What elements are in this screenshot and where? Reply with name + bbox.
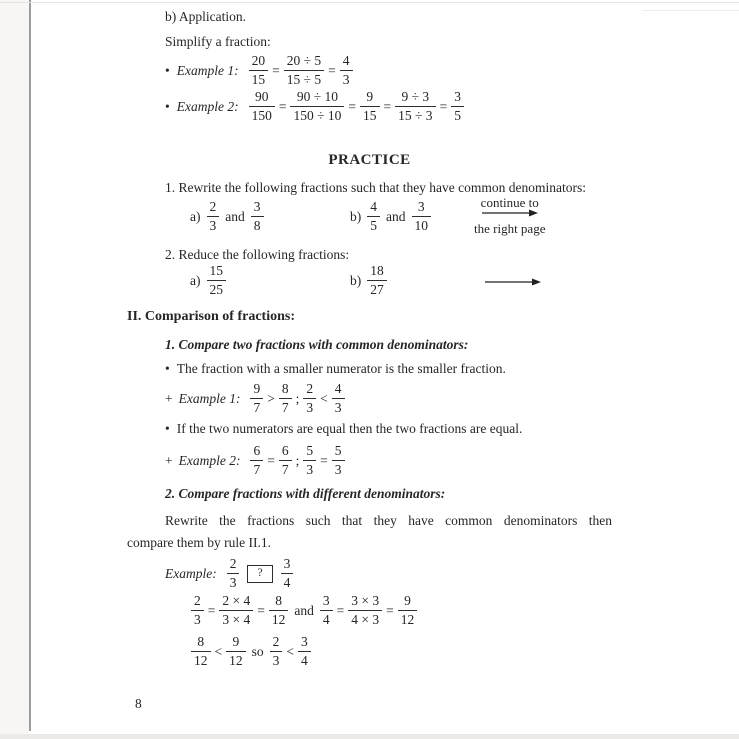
denominator: 12 [271, 611, 286, 627]
fraction [279, 382, 292, 416]
numerator: 3 × 3 [351, 593, 380, 608]
left-margin-strip [0, 0, 29, 739]
bullet-glyph: • [165, 98, 170, 114]
practice-item1b-row [350, 200, 432, 234]
denominator: 15 ÷ 3 [398, 107, 433, 123]
top-edge-rule-secondary [642, 10, 739, 11]
fraction [251, 200, 264, 234]
denominator: 3 [334, 399, 342, 415]
continue-note [474, 195, 545, 236]
denominator: 3 [209, 217, 217, 233]
fraction [191, 594, 204, 628]
denominator: 27 [370, 281, 384, 297]
fraction [412, 200, 432, 234]
comparison-example1-row [165, 382, 346, 416]
denominator: 3 [194, 611, 201, 627]
denominator: 7 [253, 399, 261, 415]
application-heading: b) Application. [165, 9, 246, 24]
fraction [332, 444, 345, 478]
operator: = [267, 452, 275, 468]
bottom-edge-strip [0, 734, 739, 739]
math-text: and [386, 208, 406, 224]
fraction [250, 444, 263, 478]
numerator: 90 [254, 89, 269, 104]
practice-item1b-math [366, 200, 432, 234]
numerator: 2 [272, 634, 280, 649]
practice-item1a-row [190, 200, 265, 234]
diff-calc-math [190, 594, 418, 628]
fraction [367, 200, 380, 234]
denominator: 25 [209, 281, 223, 297]
denominator: 150 [251, 107, 272, 123]
operator: = [386, 602, 394, 618]
fraction [298, 635, 311, 669]
fraction [360, 90, 380, 124]
comparison-example1-label: Example 1: [178, 390, 241, 406]
numerator: 8 [197, 634, 205, 649]
operator: = [336, 602, 345, 618]
denominator: 12 [229, 652, 243, 668]
example2-row [165, 90, 465, 124]
operator: < [214, 643, 223, 659]
denominator: 15 [363, 107, 377, 123]
operator: > [267, 390, 275, 406]
top-edge-rule [0, 2, 739, 3]
right-arrow-icon [482, 208, 538, 218]
denominator: 4 [322, 611, 330, 627]
practice-item2b-row [350, 264, 388, 298]
rule1-point2: If the two numerators are equal then the two fractions are equal. [176, 421, 523, 436]
fraction [249, 90, 275, 124]
denominator: 3 [306, 461, 314, 477]
rule1-point2-row [165, 421, 522, 437]
denominator: 7 [253, 461, 261, 477]
denominator: 4 [283, 574, 291, 590]
operator: = [278, 98, 287, 114]
denominator: 4 × 3 [351, 611, 380, 627]
denominator: 5 [454, 107, 461, 123]
label-a: a) [190, 272, 201, 288]
rule2-heading: 2. Compare fractions with different denominators: [165, 486, 446, 501]
fraction [303, 444, 316, 478]
practice-item1: 1. Rewrite the following fractions such that they have common denominators: [165, 180, 587, 195]
fraction [279, 444, 292, 478]
fraction [303, 382, 316, 416]
example2-math [248, 90, 465, 124]
numerator: 2 [209, 199, 217, 214]
operator: = [257, 602, 265, 618]
numerator: 15 [209, 263, 223, 278]
rule1-heading: 1. Compare two fractions with common denominators: [165, 337, 469, 352]
denominator: 15 [251, 71, 266, 87]
numerator: 3 [322, 593, 330, 608]
comparison-example2-row [165, 444, 346, 478]
comparison-example1-math [249, 382, 345, 416]
application-subheading: Simplify a fraction: [165, 34, 271, 49]
numerator: 8 [275, 593, 282, 608]
denominator: 10 [414, 217, 428, 233]
denominator: 3 [306, 399, 314, 415]
numerator: 5 [334, 443, 342, 458]
numerator: 8 [281, 381, 289, 396]
numerator: 6 [281, 443, 289, 458]
practice-item2a-row [190, 264, 227, 298]
continue-note-line2: the right page [474, 221, 546, 236]
numerator: 9 [366, 89, 374, 104]
fraction [451, 90, 464, 124]
fraction [207, 264, 227, 298]
numerator: 9 [253, 381, 261, 396]
fraction [367, 264, 387, 298]
denominator: 12 [400, 611, 415, 627]
diff-example-math [226, 557, 295, 591]
math-text: and [225, 208, 245, 224]
fraction [227, 557, 240, 591]
operator: = [439, 98, 448, 114]
practice-item2b-math [366, 264, 388, 298]
right-arrow-icon [485, 277, 541, 287]
fraction [281, 557, 294, 591]
label-b: b) [350, 272, 362, 288]
fraction [191, 635, 211, 669]
numerator: 9 ÷ 3 [401, 89, 430, 104]
denominator: 15 ÷ 5 [286, 71, 322, 87]
fraction [395, 90, 435, 124]
numerator: 2 [194, 593, 201, 608]
example2-label: Example 2: [176, 98, 239, 114]
fraction [207, 200, 220, 234]
fraction [269, 594, 289, 628]
numerator: 4 [342, 53, 350, 68]
numerator: 9 [404, 593, 411, 608]
denominator: 150 ÷ 10 [293, 107, 342, 123]
left-margin-rule [29, 0, 31, 731]
fraction [332, 382, 345, 416]
numerator: 9 [232, 634, 240, 649]
operator: = [272, 62, 280, 78]
operator: ; [295, 452, 300, 468]
example1-label: Example 1: [176, 62, 239, 78]
numerator: 4 [334, 381, 342, 396]
example1-row [165, 54, 354, 88]
operator: = [383, 98, 392, 114]
practice-title: PRACTICE [328, 152, 411, 168]
numerator: 3 [301, 634, 308, 649]
denominator: 3 [229, 574, 237, 590]
operator: = [207, 602, 216, 618]
operator: = [320, 452, 328, 468]
rule2-text-line2: compare them by rule II.1. [127, 535, 271, 550]
numerator: 3 [417, 199, 425, 214]
rule1-point1-row [165, 361, 506, 377]
operator: ; [295, 390, 300, 406]
fraction [284, 54, 324, 88]
label-b: b) [350, 208, 362, 224]
denominator: 3 [334, 461, 342, 477]
numerator: 2 × 4 [222, 593, 251, 608]
bullet-glyph: • [165, 421, 170, 436]
denominator: 7 [281, 461, 289, 477]
diff-example-label: Example: [165, 565, 217, 581]
numerator: 2 [229, 556, 237, 571]
label-a: a) [190, 208, 201, 224]
denominator: 8 [253, 217, 261, 233]
fraction [226, 635, 246, 669]
fraction [348, 594, 382, 628]
denominator: 12 [194, 652, 208, 668]
fraction [320, 594, 333, 628]
operator: = [348, 98, 357, 114]
denominator: 3 [272, 652, 280, 668]
diff-calc-row [190, 594, 418, 628]
comparison-example2-label: Example 2: [178, 452, 241, 468]
practice-item2: 2. Reduce the following fractions: [165, 247, 350, 262]
operator: < [286, 643, 295, 659]
denominator: 7 [281, 399, 289, 415]
operator: < [320, 390, 328, 406]
numerator: 4 [370, 199, 377, 214]
numerator: 3 [253, 199, 261, 214]
denominator: 5 [370, 217, 377, 233]
math-text: so [251, 643, 264, 659]
numerator: 3 [454, 89, 461, 104]
numerator: 2 [306, 381, 314, 396]
bullet-glyph: • [165, 361, 170, 376]
denominator: 3 [342, 71, 350, 87]
numerator: 20 ÷ 5 [286, 53, 322, 68]
diff-example-row [165, 557, 294, 591]
numerator: 90 ÷ 10 [296, 89, 339, 104]
plus-glyph: + [165, 452, 173, 468]
denominator: 3 × 4 [222, 611, 251, 627]
numerator: 6 [253, 443, 261, 458]
rule2-text-line1: Rewrite the fractions such that they have common denominators then [165, 513, 612, 528]
comparison-heading: II. Comparison of fractions: [127, 309, 295, 324]
numerator: 5 [306, 443, 314, 458]
numerator: 3 [283, 556, 291, 571]
practice-item1a-math [206, 200, 265, 234]
comparison-example2-math [249, 444, 345, 478]
continue-note-line1: continue to [480, 195, 539, 210]
fraction [270, 635, 283, 669]
operator: = [328, 62, 336, 78]
bullet-glyph: • [165, 62, 170, 78]
denominator: 4 [301, 652, 308, 668]
fraction [219, 594, 253, 628]
fraction [340, 54, 353, 88]
practice-item2a-math [206, 264, 228, 298]
diff-conclusion-math [190, 635, 312, 669]
math-text: and [294, 602, 314, 618]
page-number: 8 [135, 696, 142, 711]
diff-conclusion-row [190, 635, 312, 669]
fraction [290, 90, 344, 124]
numerator: 18 [370, 263, 384, 278]
plus-glyph: + [165, 390, 173, 406]
numerator: 20 [251, 53, 266, 68]
question-box: ? [247, 565, 272, 583]
long-arrow [485, 274, 541, 292]
rule1-point1: The fraction with a smaller numerator is the smaller fraction. [176, 361, 506, 376]
fraction [398, 594, 418, 628]
fraction [249, 54, 269, 88]
fraction [250, 382, 263, 416]
example1-math [248, 54, 354, 88]
